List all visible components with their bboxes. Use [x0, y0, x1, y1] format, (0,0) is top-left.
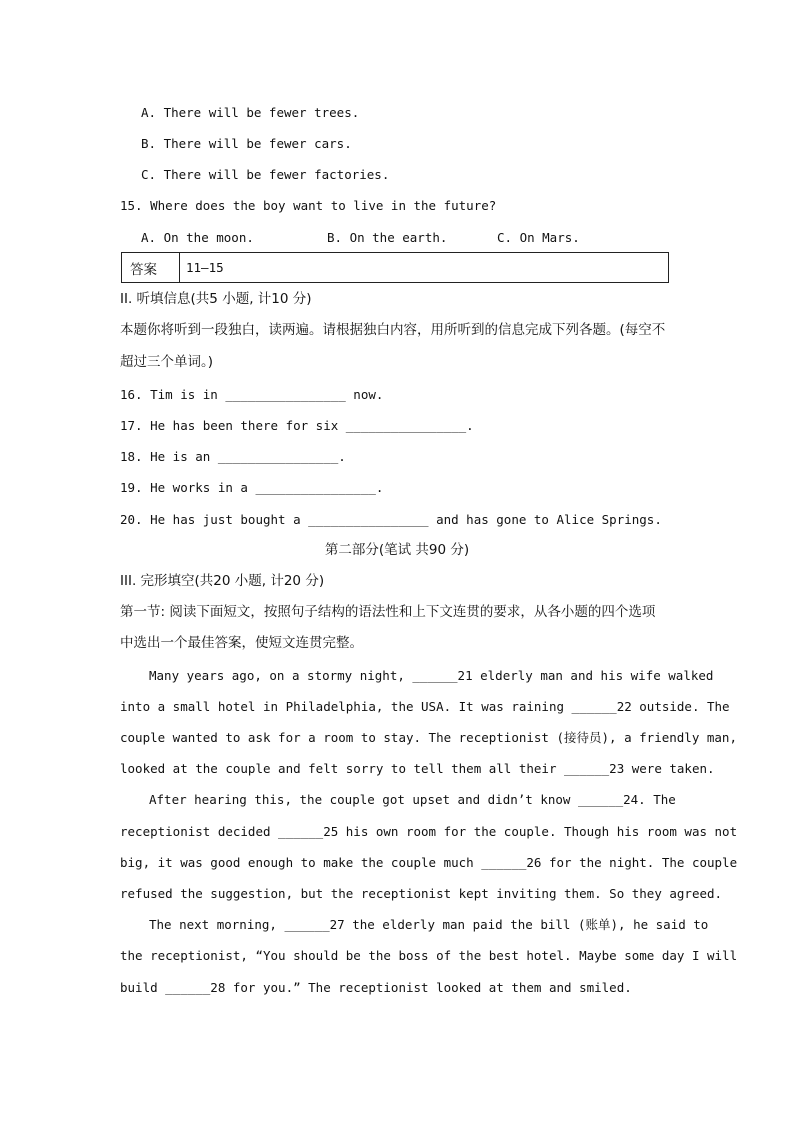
- q14-option-a: A. There will be fewer trees.: [141, 105, 360, 120]
- answer-label: 答案: [122, 253, 180, 282]
- fill-item-19: 19. He works in a ________________.: [120, 480, 384, 495]
- answer-range: 11—15: [186, 260, 224, 275]
- q15-option-a: A. On the moon.: [141, 230, 254, 245]
- section3-heading: III. 完形填空(共20 小题, 计20 分): [120, 573, 325, 589]
- passage-line-2: into a small hotel in Philadelphia, the USA. It was raining ______22 outside. The: [120, 699, 730, 714]
- passage-line-8: refused the suggestion, but the receptionist kept inviting them. So they agreed.: [120, 886, 723, 901]
- fill-item-18: 18. He is an ________________.: [120, 449, 346, 464]
- passage-line-10: the receptionist, “You should be the boss of the best hotel. Maybe some day I will: [120, 948, 738, 963]
- passage-line-4: looked at the couple and felt sorry to tell them all their ______23 were taken.: [120, 761, 715, 776]
- q15-option-b: B. On the earth.: [327, 230, 448, 245]
- fill-item-16: 16. Tim is in ________________ now.: [120, 387, 384, 402]
- passage-line-9: The next morning, ______27 the elderly man paid the bill (账单), he said to: [149, 917, 709, 932]
- q14-option-c: C. There will be fewer factories.: [141, 167, 390, 182]
- passage-line-6: receptionist decided ______25 his own room for the couple. Though his room was not: [120, 824, 738, 839]
- fill-item-20: 20. He has just bought a ________________ and has gone to Alice Springs.: [120, 512, 662, 527]
- passage-line-11: build ______28 for you.” The receptionist looked at them and smiled.: [120, 980, 632, 995]
- section2-instruction-line1: 本题你将听到一段独白，读两遍。请根据独白内容，用所听到的信息完成下列各题。(每空不: [120, 322, 666, 338]
- passage-line-3: couple wanted to ask for a room to stay. The receptionist (接待员), a friendly man,: [120, 730, 737, 745]
- fill-item-17: 17. He has been there for six ________________.: [120, 418, 474, 433]
- q15-option-c: C. On Mars.: [497, 230, 580, 245]
- part2-title: 第二部分(笔试 共90 分): [324, 542, 470, 558]
- section2-instruction-line2: 超过三个单词。): [120, 354, 214, 370]
- q14-option-b: B. There will be fewer cars.: [141, 136, 352, 151]
- passage-line-5: After hearing this, the couple got upset and didn’t know ______24. The: [149, 792, 676, 807]
- section3-instruction-line2: 中选出一个最佳答案，使短文连贯完整。: [120, 635, 363, 651]
- passage-line-7: big, it was good enough to make the couple much ______26 for the night. The couple: [120, 855, 738, 870]
- passage-line-1: Many years ago, on a stormy night, ______21 elderly man and his wife walked: [149, 668, 714, 683]
- section3-instruction-line1: 第一节: 阅读下面短文，按照句子结构的语法性和上下文连贯的要求，从各小题的四个选项: [120, 604, 656, 620]
- section2-heading: II. 听填信息(共5 小题, 计10 分): [120, 291, 312, 307]
- answer-table: [121, 252, 669, 283]
- q15-question: 15. Where does the boy want to live in the future?: [120, 198, 497, 213]
